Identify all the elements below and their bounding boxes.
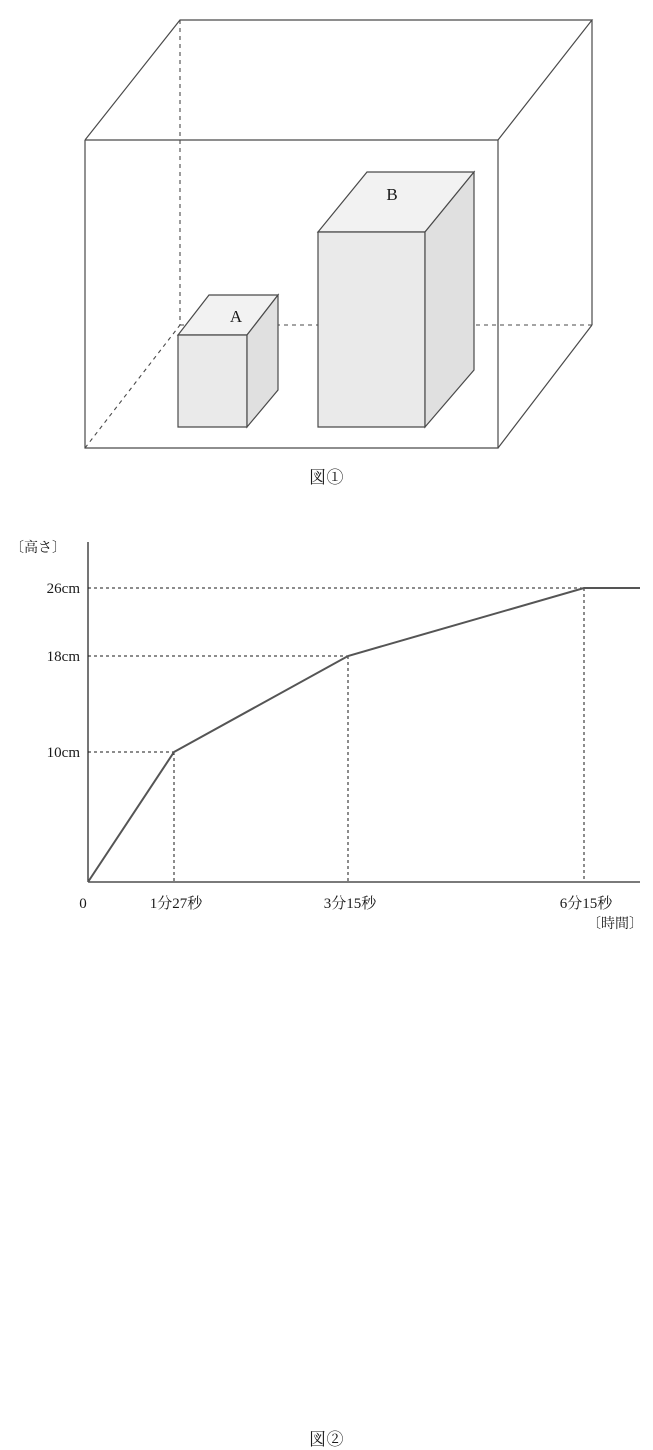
x-tick-label-3m15s: 3分15秒 (323, 896, 377, 912)
prism-a-label: A (229, 307, 243, 326)
y-tick-label-10: 10cm (46, 745, 80, 761)
tank-top-face (85, 20, 592, 140)
prism-b (318, 172, 474, 427)
prism-a (178, 295, 278, 427)
figure-1 (0, 0, 653, 500)
prism-a-front-face (178, 335, 247, 427)
x-tick-label-origin: 0 (79, 896, 87, 912)
y-tick-label-26: 26cm (46, 581, 80, 597)
y-axis-label: 〔高さ〕 (10, 541, 66, 556)
x-axis-label: 〔時間〕 (587, 917, 643, 932)
prism-b-front-face (318, 232, 425, 427)
figure-2-caption: 図② (309, 1430, 344, 1449)
prism-b-label: B (386, 185, 398, 204)
figure-2-chart (0, 500, 653, 932)
y-tick-label-18: 18cm (46, 649, 80, 665)
figure-1-caption: 図① (309, 468, 344, 487)
figure-2 (0, 500, 653, 1449)
x-tick-label-1m27s: 1分27秒 (149, 896, 203, 912)
figure-1-drawing (0, 0, 653, 460)
x-tick-label-6m15s: 6分15秒 (559, 896, 613, 912)
water-height-line (88, 588, 640, 882)
tank-right-bottom-edge (498, 325, 592, 448)
tank-hidden-left-bottom-edge (85, 325, 180, 448)
